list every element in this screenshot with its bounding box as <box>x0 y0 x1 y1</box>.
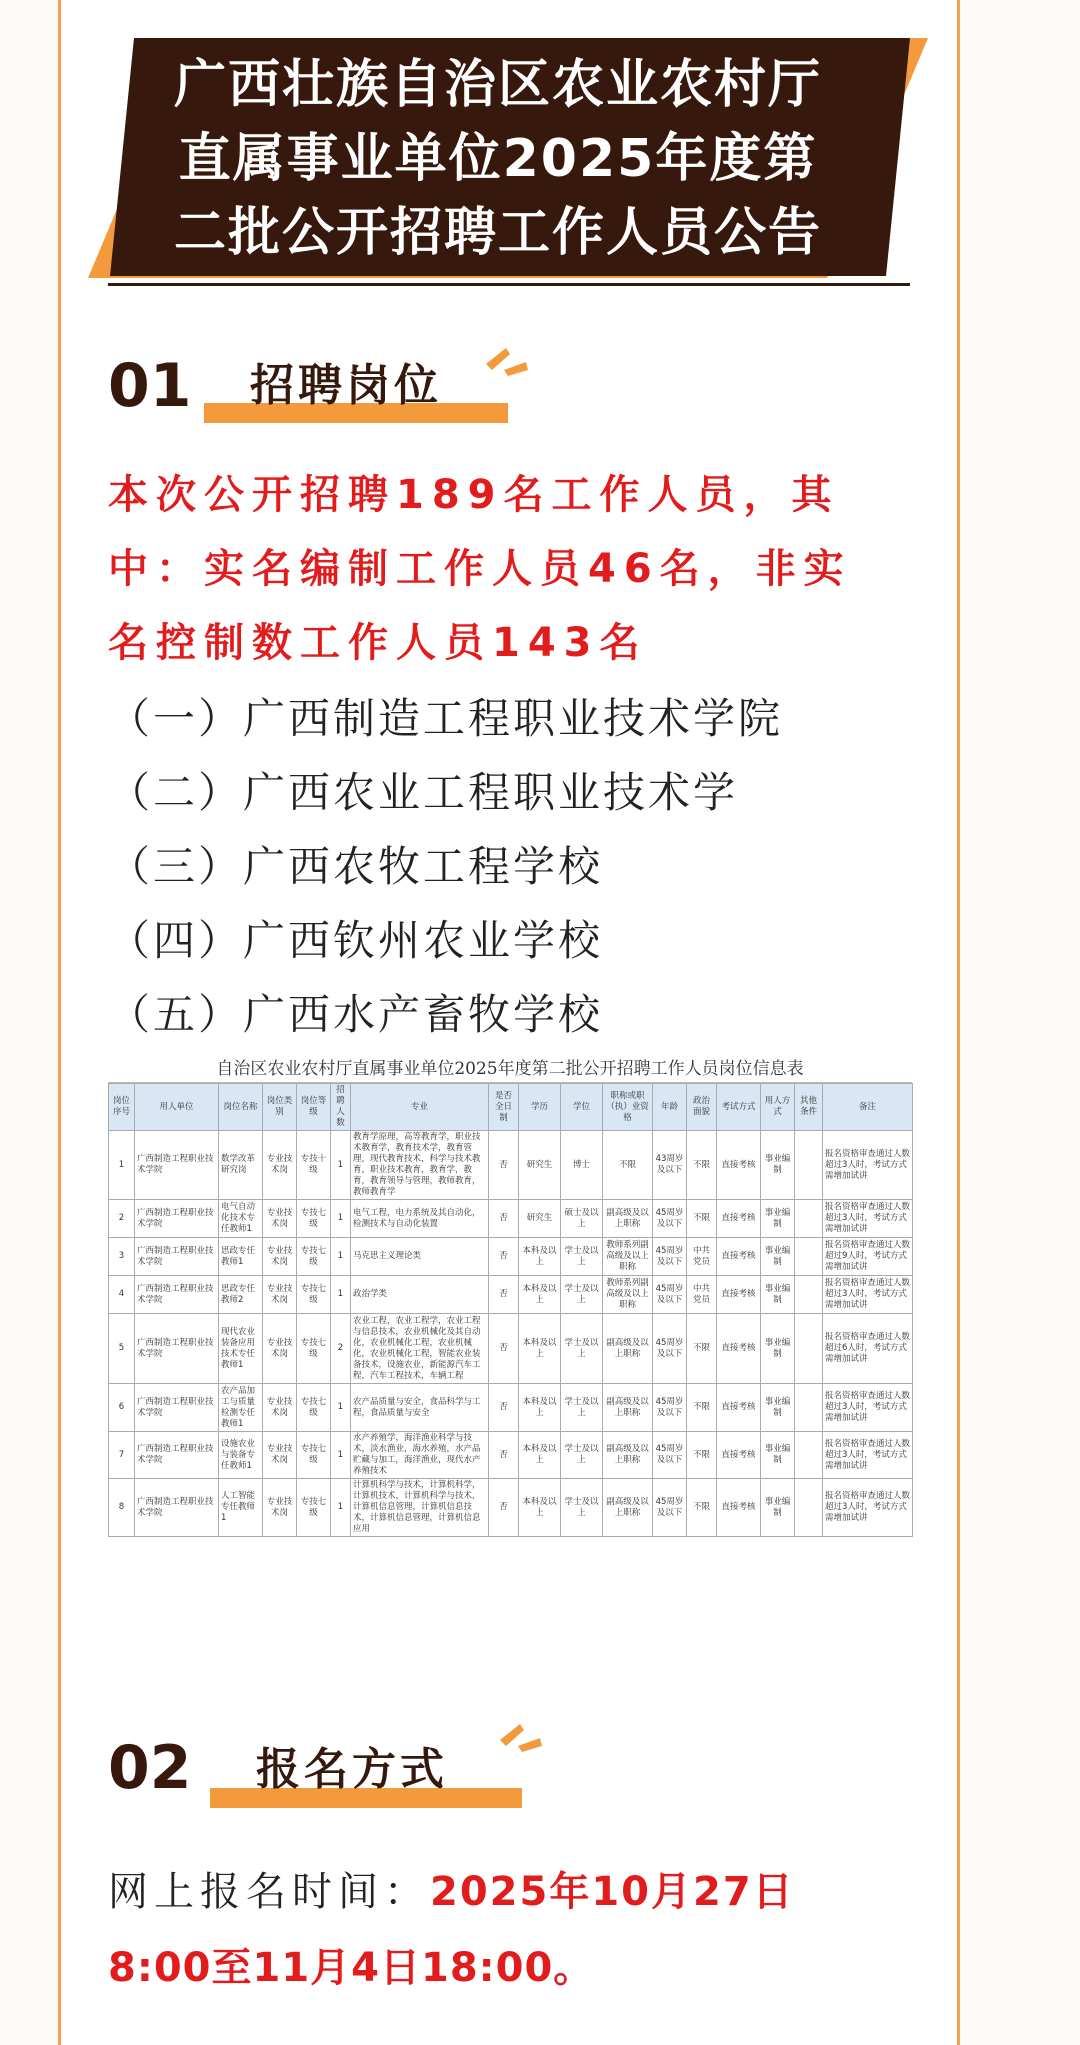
table-cell: 广西制造工程职业技术学院 <box>135 1238 219 1276</box>
table-cell: 思政专任教师2 <box>219 1276 263 1314</box>
table-cell: 专业技术岗 <box>263 1384 297 1432</box>
job-info-table <box>108 1083 913 1537</box>
table-cell: 专业技术岗 <box>263 1200 297 1238</box>
table-cell: 否 <box>489 1432 519 1479</box>
table-cell: 专业技术岗 <box>263 1238 297 1276</box>
table-cell: 本科及以上 <box>519 1238 561 1276</box>
table-header-cell: 岗位名称 <box>219 1084 263 1131</box>
table-cell: 43周岁及以下 <box>653 1131 687 1200</box>
table-cell: 1 <box>331 1479 351 1537</box>
table-cell: 1 <box>331 1384 351 1432</box>
table-cell: 6 <box>109 1384 135 1432</box>
table-row <box>109 1276 913 1314</box>
summary-line-3: 名控制数工作人员143名 <box>108 620 648 666</box>
unit-item: （一）广西制造工程职业技术学院 <box>108 694 784 743</box>
title-line-3: 二批公开招聘工作人员公告 <box>173 203 822 263</box>
table-cell: 广西制造工程职业技术学院 <box>135 1314 219 1384</box>
table-row <box>109 1238 913 1276</box>
table-cell: 研究生 <box>519 1131 561 1200</box>
table-cell: 8 <box>109 1479 135 1537</box>
table-cell: 报名资格审查通过人数超过3人时，考试方式需增加试讲 <box>823 1479 913 1537</box>
banner-underline <box>108 283 910 286</box>
table-cell: 专技七级 <box>297 1479 331 1537</box>
accent-stroke-icon <box>482 340 532 380</box>
section-2-title: 报名方式 <box>256 1744 448 1795</box>
table-cell: 报名资格审查通过人数超过9人时，考试方式需增加试讲 <box>823 1238 913 1276</box>
unit-list <box>108 682 928 1052</box>
table-cell: 否 <box>489 1276 519 1314</box>
title-banner <box>88 38 928 282</box>
table-cell: 副高级及以上职称 <box>603 1314 653 1384</box>
table-cell: 不限 <box>687 1432 717 1479</box>
table-cell: 直接考核 <box>717 1238 761 1276</box>
table-cell: 1 <box>331 1200 351 1238</box>
table-header-cell: 政治面貌 <box>687 1084 717 1131</box>
table-cell: 专技七级 <box>297 1200 331 1238</box>
table-cell: 2 <box>109 1200 135 1238</box>
table-cell <box>795 1238 823 1276</box>
table-cell: 报名资格审查通过人数超过3人时，考试方式需增加试讲 <box>823 1131 913 1200</box>
table-cell: 45周岁及以下 <box>653 1314 687 1384</box>
table-cell: 思政专任教师1 <box>219 1238 263 1276</box>
table-cell: 否 <box>489 1238 519 1276</box>
table-cell: 直接考核 <box>717 1479 761 1537</box>
table-row <box>109 1200 913 1238</box>
registration-end-time: 8:00至11月4日18:00。 <box>108 1945 595 1991</box>
table-cell <box>795 1384 823 1432</box>
table-cell: 广西制造工程职业技术学院 <box>135 1432 219 1479</box>
table-cell <box>795 1314 823 1384</box>
table-cell: 学士及以上 <box>561 1432 603 1479</box>
table-cell: 本科及以上 <box>519 1384 561 1432</box>
table-cell <box>795 1200 823 1238</box>
table-cell: 报名资格审查通过人数超过3人时，考试方式需增加试讲 <box>823 1432 913 1479</box>
table-cell: 设施农业与装备专任教师1 <box>219 1432 263 1479</box>
table-cell: 专技七级 <box>297 1314 331 1384</box>
unit-item: （二）广西农业工程职业技术学 <box>108 768 739 817</box>
table-header-cell: 用人方式 <box>761 1084 795 1131</box>
table-cell: 1 <box>109 1131 135 1200</box>
table-cell: 不限 <box>687 1384 717 1432</box>
accent-stroke-icon <box>496 1716 546 1756</box>
table-header-cell: 学位 <box>561 1084 603 1131</box>
table-cell: 水产养殖学，海洋渔业科学与技术，淡水渔业，海水养殖，水产品贮藏与加工，海洋渔业，现代水产养殖技术 <box>351 1432 489 1479</box>
table-row <box>109 1384 913 1432</box>
table-cell: 硕士及以上 <box>561 1200 603 1238</box>
summary-line-2: 中：实名编制工作人员46名，非实 <box>108 546 852 592</box>
table-cell: 否 <box>489 1384 519 1432</box>
table-cell: 事业编制 <box>761 1200 795 1238</box>
table-cell: 马克思主义理论类 <box>351 1238 489 1276</box>
table-cell: 报名资格审查通过人数超过6人时，考试方式需增加试讲 <box>823 1314 913 1384</box>
table-cell: 否 <box>489 1200 519 1238</box>
table-cell: 学士及以上 <box>561 1479 603 1537</box>
table-cell: 不限 <box>603 1131 653 1200</box>
table-cell: 45周岁及以下 <box>653 1200 687 1238</box>
table-cell: 计算机科学与技术，计算机科学，计算机技术，计算机科学与技术，计算机信息管理，计算机信息技术，计算机信息管理，计算机信息应用 <box>351 1479 489 1537</box>
table-cell: 1 <box>331 1276 351 1314</box>
table-cell: 事业编制 <box>761 1238 795 1276</box>
table-header-cell: 岗位序号 <box>109 1084 135 1131</box>
unit-item: （五）广西水产畜牧学校 <box>108 990 604 1039</box>
table-cell: 45周岁及以下 <box>653 1238 687 1276</box>
table-cell: 副高级及以上职称 <box>603 1432 653 1479</box>
table-cell: 事业编制 <box>761 1479 795 1537</box>
table-cell: 专技十级 <box>297 1131 331 1200</box>
table-header-row <box>109 1084 913 1131</box>
table-cell: 直接考核 <box>717 1384 761 1432</box>
table-cell: 副高级及以上职称 <box>603 1200 653 1238</box>
table-cell: 45周岁及以下 <box>653 1276 687 1314</box>
registration-time-label: 网上报名时间： <box>108 1869 430 1915</box>
table-cell: 事业编制 <box>761 1432 795 1479</box>
table-cell: 直接考核 <box>717 1200 761 1238</box>
table-cell: 本科及以上 <box>519 1479 561 1537</box>
table-cell: 学士及以上 <box>561 1314 603 1384</box>
table-header-cell: 岗位类别 <box>263 1084 297 1131</box>
table-header-cell: 年龄 <box>653 1084 687 1131</box>
table-cell: 专业技术岗 <box>263 1131 297 1200</box>
table-cell <box>795 1131 823 1200</box>
table-cell: 农产品加工与质量检测专任教师1 <box>219 1384 263 1432</box>
table-cell: 否 <box>489 1479 519 1537</box>
summary-line-1: 本次公开招聘189名工作人员，其 <box>108 472 840 518</box>
table-cell: 广西制造工程职业技术学院 <box>135 1276 219 1314</box>
table-cell: 否 <box>489 1314 519 1384</box>
table-row <box>109 1479 913 1537</box>
table-cell: 数学改革研究岗 <box>219 1131 263 1200</box>
table-caption: 自治区农业农村厅直属事业单位2025年度第二批公开招聘工作人员岗位信息表 <box>108 1056 912 1083</box>
table-cell: 教师系列副高级及以上职称 <box>603 1238 653 1276</box>
table-cell: 学士及以上 <box>561 1384 603 1432</box>
section-2-number: 02 <box>108 1733 192 1803</box>
table-cell: 7 <box>109 1432 135 1479</box>
table-cell: 本科及以上 <box>519 1314 561 1384</box>
title-line-1: 广西壮族自治区农业农村厅 <box>173 55 822 115</box>
table-cell: 学士及以上 <box>561 1276 603 1314</box>
table-cell: 专技七级 <box>297 1238 331 1276</box>
unit-item: （四）广西钦州农业学校 <box>108 916 604 965</box>
announcement-title <box>148 48 848 270</box>
table-cell: 广西制造工程职业技术学院 <box>135 1479 219 1537</box>
table-cell: 教师系列副高级及以上职称 <box>603 1276 653 1314</box>
table-header-cell: 学历 <box>519 1084 561 1131</box>
table-header-cell: 备注 <box>823 1084 913 1131</box>
table-cell: 1 <box>331 1131 351 1200</box>
table-cell <box>795 1276 823 1314</box>
table-cell: 报名资格审查通过人数超过3人时，考试方式需增加试讲 <box>823 1276 913 1314</box>
table-cell: 农业工程，农业工程学，农业工程与信息技术，农业机械化及其自动化，农业机械化工程，农业机械化，农业机械化工程，智能农业装备技术，设施农业，新能源汽车工程，汽车工程技术，车辆工程 <box>351 1314 489 1384</box>
table-cell: 4 <box>109 1276 135 1314</box>
table-cell: 专业技术岗 <box>263 1432 297 1479</box>
unit-item: （三）广西农牧工程学校 <box>108 842 604 891</box>
table-cell <box>795 1479 823 1537</box>
table-cell: 不限 <box>687 1314 717 1384</box>
table-cell: 人工智能专任教师1 <box>219 1479 263 1537</box>
table-cell: 中共党员 <box>687 1276 717 1314</box>
table-cell: 45周岁及以下 <box>653 1432 687 1479</box>
table-cell: 农产品质量与安全，食品科学与工程，食品质量与安全 <box>351 1384 489 1432</box>
table-cell: 事业编制 <box>761 1314 795 1384</box>
table-cell: 专业技术岗 <box>263 1479 297 1537</box>
table-header-cell: 是否全日制 <box>489 1084 519 1131</box>
right-border-line <box>957 0 960 2045</box>
table-header-cell: 岗位等级 <box>297 1084 331 1131</box>
table-cell: 中共党员 <box>687 1238 717 1276</box>
section-1-number: 01 <box>108 351 192 421</box>
table-cell: 副高级及以上职称 <box>603 1479 653 1537</box>
table-cell: 教育学原理，高等教育学，职业技术教育学，教育技术学，教育管理，现代教育技术，科学与技术教育，职业技术教育，教育学，教育，教育领导与管理，教师教育，教师教育学 <box>351 1131 489 1200</box>
table-cell: 5 <box>109 1314 135 1384</box>
table-cell: 报名资格审查通过人数超过3人时，考试方式需增加试讲 <box>823 1200 913 1238</box>
table-row <box>109 1314 913 1384</box>
table-cell: 广西制造工程职业技术学院 <box>135 1200 219 1238</box>
table-header-cell: 其他条件 <box>795 1084 823 1131</box>
table-cell: 直接考核 <box>717 1432 761 1479</box>
table-cell <box>795 1432 823 1479</box>
recruitment-summary <box>108 458 928 680</box>
table-cell: 3 <box>109 1238 135 1276</box>
table-cell: 电气自动化技术专任教师1 <box>219 1200 263 1238</box>
table-cell: 专业技术岗 <box>263 1314 297 1384</box>
table-header-cell: 职称或职（执）业资格 <box>603 1084 653 1131</box>
table-cell: 研究生 <box>519 1200 561 1238</box>
table-header-cell: 专业 <box>351 1084 489 1131</box>
table-row <box>109 1432 913 1479</box>
registration-start-date: 2025年10月27日 <box>430 1869 795 1915</box>
table-cell: 不限 <box>687 1479 717 1537</box>
table-header-cell: 考试方式 <box>717 1084 761 1131</box>
table-cell: 广西制造工程职业技术学院 <box>135 1131 219 1200</box>
table-cell: 专业技术岗 <box>263 1276 297 1314</box>
table-cell: 直接考核 <box>717 1131 761 1200</box>
table-cell: 副高级及以上职称 <box>603 1384 653 1432</box>
table-cell: 政治学类 <box>351 1276 489 1314</box>
table-cell: 专技七级 <box>297 1384 331 1432</box>
table-cell: 1 <box>331 1238 351 1276</box>
table-cell: 现代农业装备应用技术专任教师1 <box>219 1314 263 1384</box>
table-cell: 1 <box>331 1432 351 1479</box>
table-cell: 45周岁及以下 <box>653 1479 687 1537</box>
table-cell: 报名资格审查通过人数超过3人时，考试方式需增加试讲 <box>823 1384 913 1432</box>
table-cell: 专技七级 <box>297 1276 331 1314</box>
table-cell: 直接考核 <box>717 1314 761 1384</box>
table-cell: 学士及以上 <box>561 1238 603 1276</box>
table-cell: 直接考核 <box>717 1276 761 1314</box>
table-cell: 否 <box>489 1131 519 1200</box>
table-cell: 事业编制 <box>761 1384 795 1432</box>
table-cell: 不限 <box>687 1200 717 1238</box>
table-cell: 博士 <box>561 1131 603 1200</box>
table-cell: 不限 <box>687 1131 717 1200</box>
table-cell: 本科及以上 <box>519 1432 561 1479</box>
table-header-cell: 用人单位 <box>135 1084 219 1131</box>
job-info-table-image <box>108 1056 912 1660</box>
table-cell: 2 <box>331 1314 351 1384</box>
section-1-title: 招聘岗位 <box>250 360 442 411</box>
table-cell: 45周岁及以下 <box>653 1384 687 1432</box>
table-cell: 事业编制 <box>761 1276 795 1314</box>
table-cell: 本科及以上 <box>519 1276 561 1314</box>
table-cell: 电气工程，电力系统及其自动化，检测技术与自动化装置 <box>351 1200 489 1238</box>
table-cell: 事业编制 <box>761 1131 795 1200</box>
table-header-cell: 招聘人数 <box>331 1084 351 1131</box>
table-row <box>109 1131 913 1200</box>
table-cell: 广西制造工程职业技术学院 <box>135 1384 219 1432</box>
table-cell: 专技七级 <box>297 1432 331 1479</box>
registration-time-line-1 <box>108 1852 928 1932</box>
title-line-2: 直属事业单位2025年度第 <box>178 129 818 189</box>
